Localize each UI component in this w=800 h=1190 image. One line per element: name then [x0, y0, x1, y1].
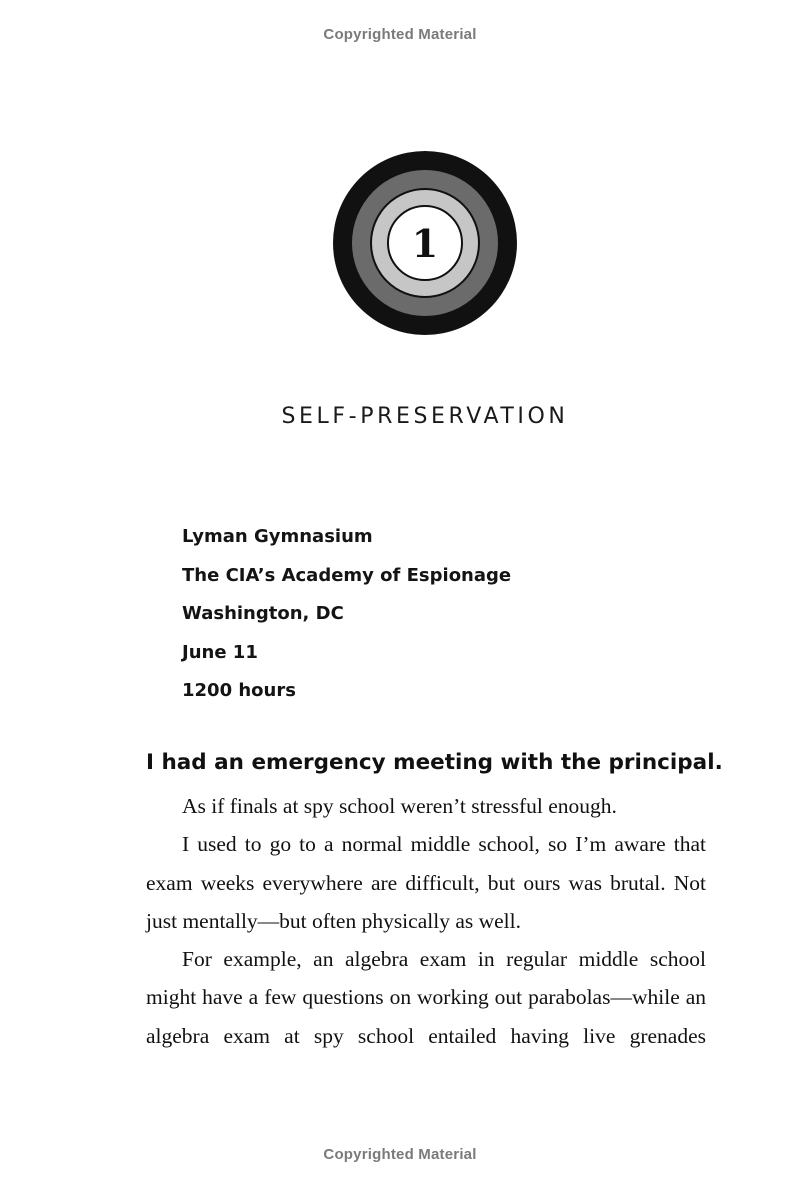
- dateline-organization: The CIA’s Academy of Espionage: [182, 564, 512, 586]
- paragraph: As if finals at spy school weren’t stressful enough.: [182, 794, 617, 818]
- chapter-emblem: [333, 151, 517, 335]
- copyright-watermark-top: Copyrighted Material: [323, 26, 477, 43]
- paragraph: For example, an algebra exam in regular middle school might have a few questions on working out parabolas—while an algebra exam at spy school entailed having live grenades: [146, 947, 706, 1048]
- copyright-watermark-bottom: Copyrighted Material: [323, 1146, 477, 1163]
- dateline: [182, 522, 511, 715]
- dateline-city: Washington, DC: [182, 603, 344, 624]
- dateline-location: Lyman Gymnasium: [182, 526, 373, 547]
- chapter-number: 1: [411, 221, 439, 266]
- lead-sentence: I had an emergency meeting with the principal.: [146, 750, 723, 775]
- dateline-date: June 11: [182, 641, 258, 663]
- dateline-time: 1200 hours: [182, 680, 296, 701]
- chapter-title: SELF-PRESERVATION: [281, 404, 569, 429]
- body-text: [146, 787, 706, 1055]
- paragraph: I used to go to a normal middle school, so I’m aware that exam weeks everywhere are difficult, but ours was brutal. Not just mentally—but often physically as well.: [146, 832, 706, 933]
